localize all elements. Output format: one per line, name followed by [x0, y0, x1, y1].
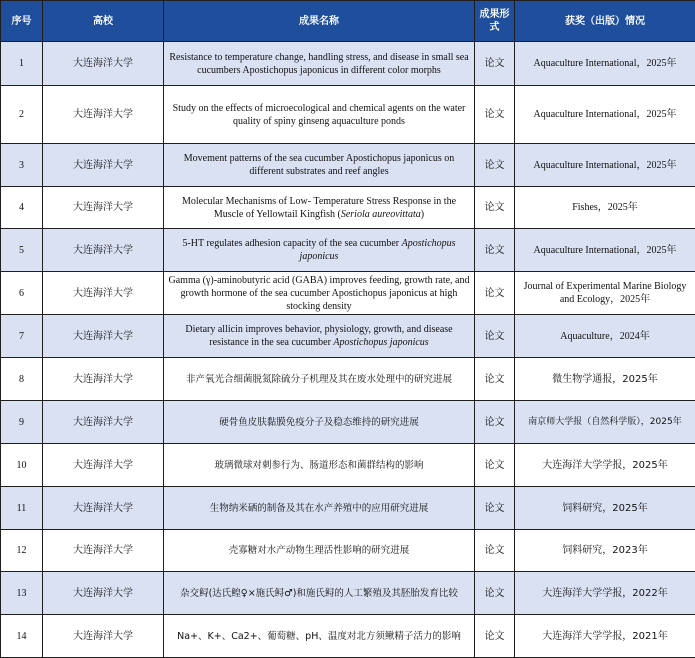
row-index: 11: [1, 487, 43, 530]
row-title: 杂交鲟(达氏鳇♀×施氏鲟♂)和施氏鲟的人工繁殖及其胚胎发育比较: [164, 572, 475, 615]
row-index: 9: [1, 401, 43, 444]
table-row: [1, 187, 695, 229]
row-title: Dietary allicin improves behavior, physiology, growth, and disease resistance in the sea cucumber Apostichopus japonicus: [164, 315, 475, 358]
row-university: 大连海洋大学: [43, 530, 164, 572]
row-award: Aquaculture，2024年: [515, 315, 695, 358]
row-index: 2: [1, 86, 43, 144]
row-type: 论文: [475, 487, 515, 530]
table-row: [1, 401, 695, 444]
row-index: 12: [1, 530, 43, 572]
row-award: 大连海洋大学学报，2025年: [515, 444, 695, 487]
row-index: 8: [1, 358, 43, 401]
row-university: 大连海洋大学: [43, 358, 164, 401]
table-row: [1, 272, 695, 315]
species-name: Apostichopus japonicus: [333, 337, 428, 348]
row-award: 大连海洋大学学报，2021年: [515, 615, 695, 658]
table-row: [1, 42, 695, 86]
row-university: 大连海洋大学: [43, 487, 164, 530]
row-title: 非产氧光合细菌脱氮除硫分子机理及其在废水处理中的研究进展: [164, 358, 475, 401]
row-index: 13: [1, 572, 43, 615]
row-award: 南京师大学报（自然科学版），2025年: [515, 401, 695, 444]
row-index: 7: [1, 315, 43, 358]
row-title: 5-HT regulates adhesion capacity of the sea cucumber Apostichopus japonicus: [164, 229, 475, 272]
row-award: Fishes，2025年: [515, 187, 695, 229]
row-award: Aquaculture International，2025年: [515, 86, 695, 144]
row-type: 论文: [475, 358, 515, 401]
table-row: [1, 144, 695, 187]
row-university: 大连海洋大学: [43, 444, 164, 487]
row-award: 大连海洋大学学报，2022年: [515, 572, 695, 615]
row-type: 论文: [475, 530, 515, 572]
row-university: 大连海洋大学: [43, 572, 164, 615]
table-row: [1, 86, 695, 144]
table-row: [1, 358, 695, 401]
row-title: 壳寡糖对水产动物生理活性影响的研究进展: [164, 530, 475, 572]
row-title: Resistance to temperature change, handling stress, and disease in small sea cucumbers Apostichopus japonicus in different color morphs: [164, 42, 475, 86]
row-type: 论文: [475, 187, 515, 229]
row-type: 论文: [475, 572, 515, 615]
row-title: Study on the effects of microecological and chemical agents on the water quality of spiny ginseng aquaculture ponds: [164, 86, 475, 144]
row-type: 论文: [475, 229, 515, 272]
row-university: 大连海洋大学: [43, 229, 164, 272]
row-award: Journal of Experimental Marine Biology and Ecology，2025年: [515, 272, 695, 315]
header-award: 获奖（出版）情况: [515, 1, 695, 42]
row-award: Aquaculture International，2025年: [515, 229, 695, 272]
row-type: 论文: [475, 444, 515, 487]
table-row: [1, 229, 695, 272]
row-index: 10: [1, 444, 43, 487]
row-award: Aquaculture International，2025年: [515, 144, 695, 187]
row-type: 论文: [475, 144, 515, 187]
table-row: [1, 615, 695, 658]
table-row: [1, 530, 695, 572]
row-index: 1: [1, 42, 43, 86]
row-title: Gamma (γ)-aminobutyric acid (GABA) improves feeding, growth rate, and growth hormone of the sea cucumber Apostichopus japonicus at high stocking density: [164, 272, 475, 315]
row-index: 5: [1, 229, 43, 272]
row-title: Molecular Mechanisms of Low- Temperature Stress Response in the Muscle of Yellowtail Kingfish (Seriola aureovittata): [164, 187, 475, 229]
table-row: [1, 487, 695, 530]
row-university: 大连海洋大学: [43, 315, 164, 358]
row-award: Aquaculture International，2025年: [515, 42, 695, 86]
row-type: 论文: [475, 615, 515, 658]
species-name: Seriola aureovittata: [341, 209, 421, 220]
table-row: [1, 444, 695, 487]
row-title: Na+、K+、Ca2+、葡萄糖、pH、温度对北方须鳅精子活力的影响: [164, 615, 475, 658]
row-index: 6: [1, 272, 43, 315]
row-university: 大连海洋大学: [43, 615, 164, 658]
row-award: 微生物学通报，2025年: [515, 358, 695, 401]
row-index: 3: [1, 144, 43, 187]
row-type: 论文: [475, 272, 515, 315]
species-name: Apostichopus japonicus: [300, 238, 456, 262]
row-award: 饲料研究，2023年: [515, 530, 695, 572]
row-index: 4: [1, 187, 43, 229]
row-type: 论文: [475, 86, 515, 144]
row-university: 大连海洋大学: [43, 86, 164, 144]
row-type: 论文: [475, 315, 515, 358]
row-title: 玻璃微球对刺参行为、肠道形态和菌群结构的影响: [164, 444, 475, 487]
header-title: 成果名称: [164, 1, 475, 42]
header-index: 序号: [1, 1, 43, 42]
header-type: 成果形式: [475, 1, 515, 42]
row-title: Movement patterns of the sea cucumber Apostichopus japonicus on different substrates and reef angles: [164, 144, 475, 187]
row-university: 大连海洋大学: [43, 272, 164, 315]
row-type: 论文: [475, 401, 515, 444]
row-title: 硬骨鱼皮肤黏膜免疫分子及稳态维持的研究进展: [164, 401, 475, 444]
row-university: 大连海洋大学: [43, 187, 164, 229]
row-university: 大连海洋大学: [43, 144, 164, 187]
row-type: 论文: [475, 42, 515, 86]
table-row: [1, 315, 695, 358]
row-award: 饲料研究，2025年: [515, 487, 695, 530]
row-index: 14: [1, 615, 43, 658]
row-university: 大连海洋大学: [43, 42, 164, 86]
header-university: 高校: [43, 1, 164, 42]
row-university: 大连海洋大学: [43, 401, 164, 444]
table-header-row: [1, 1, 695, 42]
table-row: [1, 572, 695, 615]
row-title: 生物纳米硒的制备及其在水产养殖中的应用研究进展: [164, 487, 475, 530]
